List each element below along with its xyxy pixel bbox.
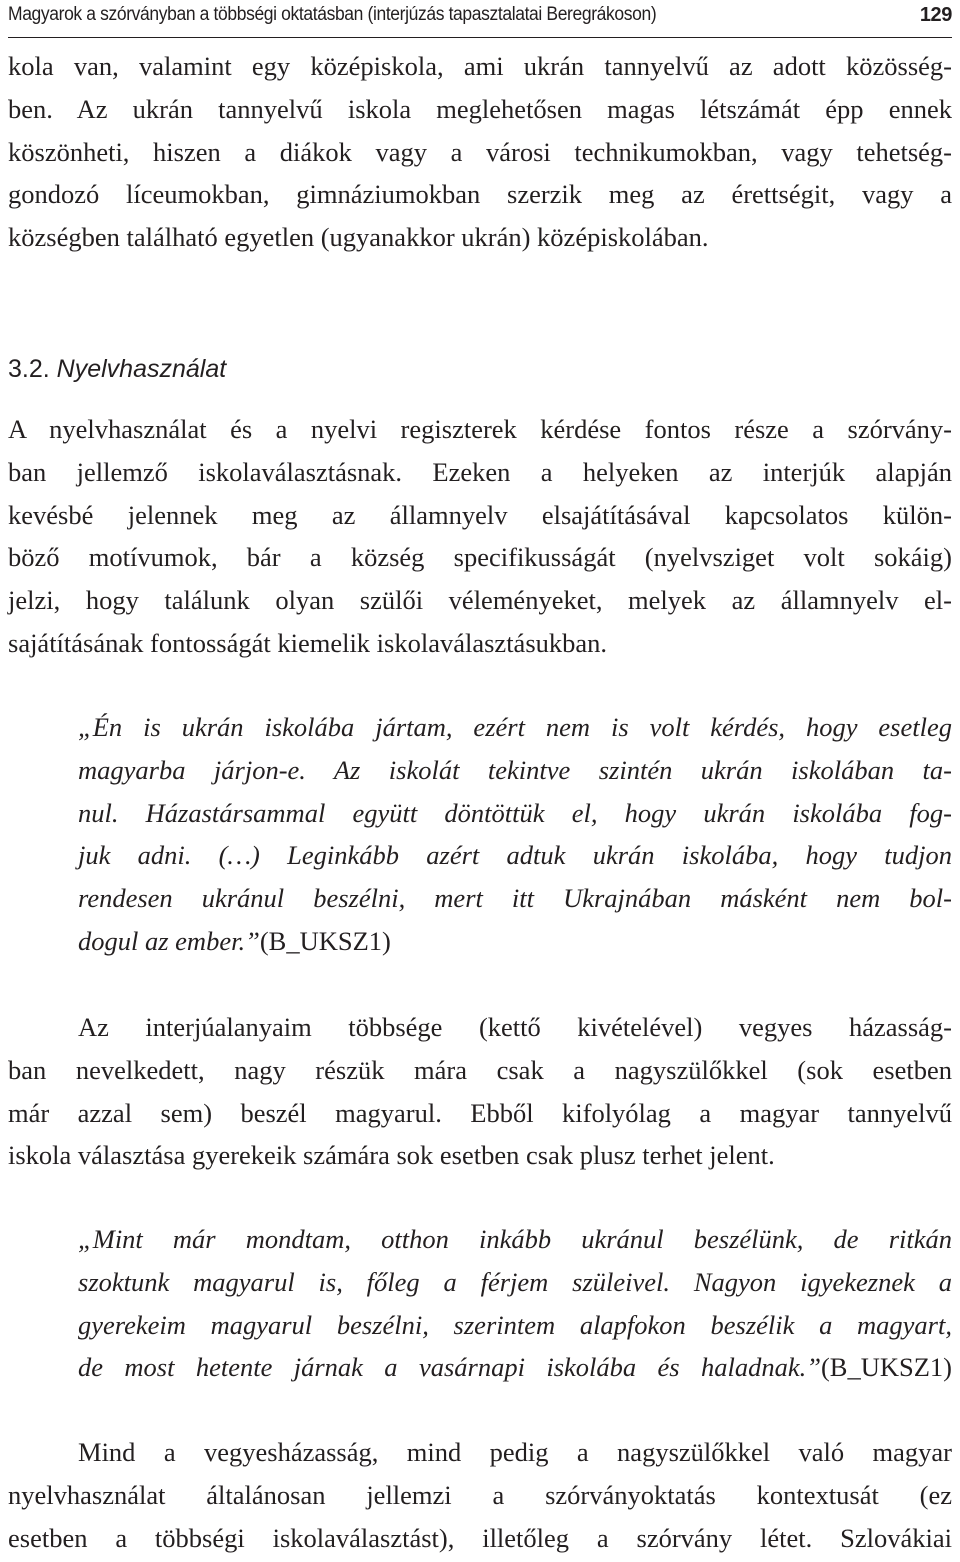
paragraph (8, 1431, 952, 1559)
section-number: 3.2. (8, 355, 50, 383)
quote-line: „Mint már mondtam, otthon inkább ukránul beszélünk, de ritkán (78, 1224, 952, 1254)
quote-text: dogul az ember.” (78, 925, 260, 956)
text-line: iskola választása gyerekeik számára sok esetben csak plusz terhet jelent. (8, 1140, 775, 1171)
text-line: sajátításának fontosságát kiemelik iskolaválasztásukban. (8, 627, 608, 658)
quote-line: rendesen ukránul beszélni, mert itt Ukrajnában másként nem bol- (78, 883, 952, 914)
interview-quote (78, 1218, 952, 1389)
quote-line: gyerekeim magyarul beszélni, szerintem alapfokon beszélik a magyart, (78, 1309, 952, 1340)
quote-line (78, 1346, 952, 1389)
text-line: böző motívumok, bár a község specifikusságát (nyelvsziget volt sokáig) (8, 542, 952, 573)
header-divider (8, 37, 952, 38)
quote-text: de most hetente járnak a vasárnapi iskolába és haladnak.” (78, 1352, 821, 1383)
quote-line: magyarba járjon-e. Az iskolát tekintve szintén ukrán iskolában ta- (78, 754, 952, 785)
paragraph (8, 408, 952, 665)
quote-line (78, 920, 952, 963)
quote-line: szoktunk magyarul is, főleg a férjem szüleivel. Nagyon igyekeznek a (78, 1266, 952, 1297)
text-line: ban jellemző iskolaválasztásnak. Ezeken a helyeken az interjúk alapján (8, 456, 952, 487)
text-line: Az interjúalanyaim többsége (kettő kivételével) vegyes házasság- (78, 1012, 952, 1042)
text-line: már azzal sem) beszél magyarul. Ebből kifolyólag a magyar tannyelvű (8, 1097, 952, 1128)
quote-line: „Én is ukrán iskolába jártam, ezért nem is volt kérdés, hogy esetleg (78, 712, 952, 742)
paragraph (8, 1006, 952, 1177)
text-line: jelzi, hogy találunk olyan szülői véleményeket, melyek az államnyelv el- (8, 585, 952, 616)
text-line: ban nevelkedett, nagy részük mára csak a nagyszülőkkel (sok esetben (8, 1054, 952, 1085)
text-line: kola van, valamint egy középiskola, ami ukrán tannyelvű az adott közösség- (8, 51, 952, 81)
quote-line: juk adni. (…) Leginkább azért adtuk ukrán iskolába, hogy tudjon (78, 840, 952, 871)
running-header-title: Magyarok a szórványban a többségi oktatásban (interjúzás tapasztalatai Beregrákoson) (8, 4, 657, 25)
text-line: gondozó líceumokban, gimnáziumokban szerzik meg az érettségit, vagy a (8, 179, 952, 210)
quote-source: (B_UKSZ1) (259, 925, 391, 956)
quote-source: (B_UKSZ1) (820, 1352, 952, 1383)
text-line: köszönheti, hiszen a diákok vagy a városi technikumokban, vagy tehetség- (8, 136, 952, 167)
text-line: községben található egyetlen (ugyanakkor ukrán) középiskolában. (8, 222, 709, 253)
running-header (8, 0, 952, 34)
quote-line: nul. Házastársammal együtt döntöttük el, hogy ukrán iskolába fog- (78, 797, 952, 828)
section-heading (8, 348, 226, 390)
interview-quote (78, 706, 952, 963)
page-number: 129 (919, 4, 952, 26)
text-line: A nyelvhasználat és a nyelvi regiszterek kérdése fontos része a szórvány- (8, 414, 952, 444)
section-title: Nyelvhasználat (56, 355, 227, 383)
paragraph-continuation (8, 45, 952, 259)
text-line: kevésbé jelennek meg az államnyelv elsajátításával kapcsolatos külön- (8, 499, 952, 530)
text-line: esetben a többségi iskolaválasztást), illetőleg a szórvány létet. Szlovákiai (8, 1522, 952, 1553)
text-line: ben. Az ukrán tannyelvű iskola meglehetősen magas létszámát épp ennek (8, 93, 952, 124)
text-line: Mind a vegyesházasság, mind pedig a nagyszülőkkel való magyar (78, 1437, 952, 1467)
text-line: nyelvhasználat általánosan jellemzi a szórványoktatás kontextusát (ez (8, 1479, 952, 1510)
